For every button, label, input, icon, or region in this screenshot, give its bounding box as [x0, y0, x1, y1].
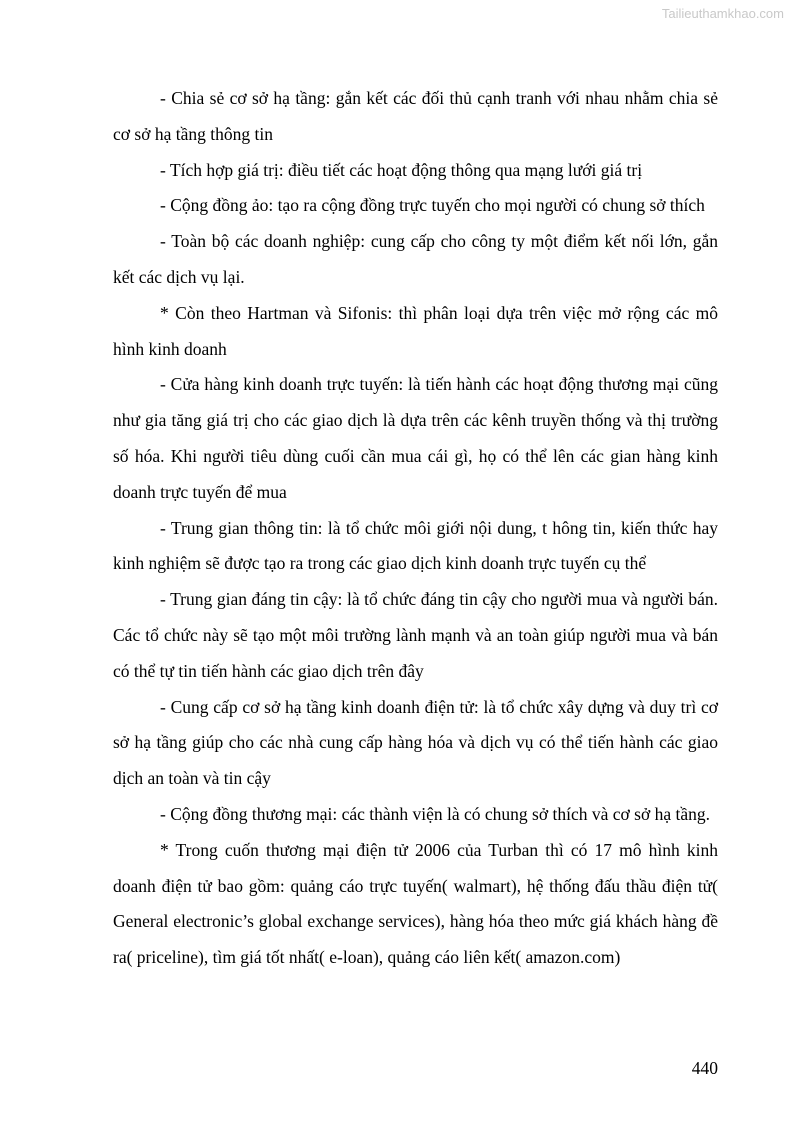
paragraph: * Còn theo Hartman và Sifonis: thì phân loại dựa trên việc mở rộng các mô hình kinh doanh — [113, 302, 718, 359]
paragraph: - Cộng đồng ảo: tạo ra cộng đồng trực tuyến cho mọi người có chung sở thích — [160, 195, 705, 216]
document-body — [113, 81, 718, 976]
paragraph: - Chia sẻ cơ sở hạ tầng: gắn kết các đối thủ cạnh tranh với nhau nhằm chia sẻ cơ sở hạ tầng thông tin — [113, 88, 718, 144]
paragraph: - Trung gian thông tin: là tổ chức môi giới nội dung, t hông tin, kiến thức hay kinh nghiệm sẽ được tạo ra trong các giao dịch kinh doanh trực tuyến cụ thể — [113, 517, 718, 574]
page-number: 440 — [691, 1058, 718, 1078]
paragraph: - Toàn bộ các doanh nghiệp: cung cấp cho công ty một điểm kết nối lớn, gắn kết các dịch vụ lại. — [113, 231, 718, 287]
paragraph: - Tích hợp giá trị: điều tiết các hoạt động thông qua mạng lưới giá trị — [160, 159, 643, 180]
paragraph: - Cửa hàng kinh doanh trực tuyến: là tiến hành các hoạt động thương mại cũng như gia tăng giá trị cho các giao dịch là dựa trên các kênh truyền thống và thị trường số hóa. Khi người tiêu dùng cuối cần mua cái gì, họ có thể lên các gian hàng kinh doanh trực tuyến để mua — [113, 374, 718, 502]
paragraph: - Trung gian đáng tin cậy: là tổ chức đáng tin cậy cho người mua và người bán. Các tổ chức này sẽ tạo một môi trường lành mạnh và an toàn giúp người mua và bán có thể tự tin tiến hành các giao dịch trên đây — [113, 589, 718, 681]
watermark: Tailieuthamkhao.com — [661, 6, 784, 21]
paragraph: - Cung cấp cơ sở hạ tầng kinh doanh điện tử: là tổ chức xây dựng và duy trì cơ sở hạ tầng giúp cho các nhà cung cấp hàng hóa và dịch vụ có thể tiến hành các giao dịch an toàn và tin cậy — [113, 696, 718, 789]
paragraph: - Cộng đồng thương mại: các thành viện là có chung sở thích và cơ sở hạ tầng. — [160, 803, 710, 824]
paragraph: * Trong cuốn thương mại điện tử 2006 của Turban thì có 17 mô hình kinh doanh điện tử bao gồm: quảng cáo trực tuyến( walmart), hệ thống đấu thầu điện tử( General electronic’s global exchange services), hàng hóa theo mức giá khách hàng đề ra( priceline), tìm giá tốt nhất( e-loan), quảng cáo liên kết( amazon.com) — [113, 839, 718, 968]
